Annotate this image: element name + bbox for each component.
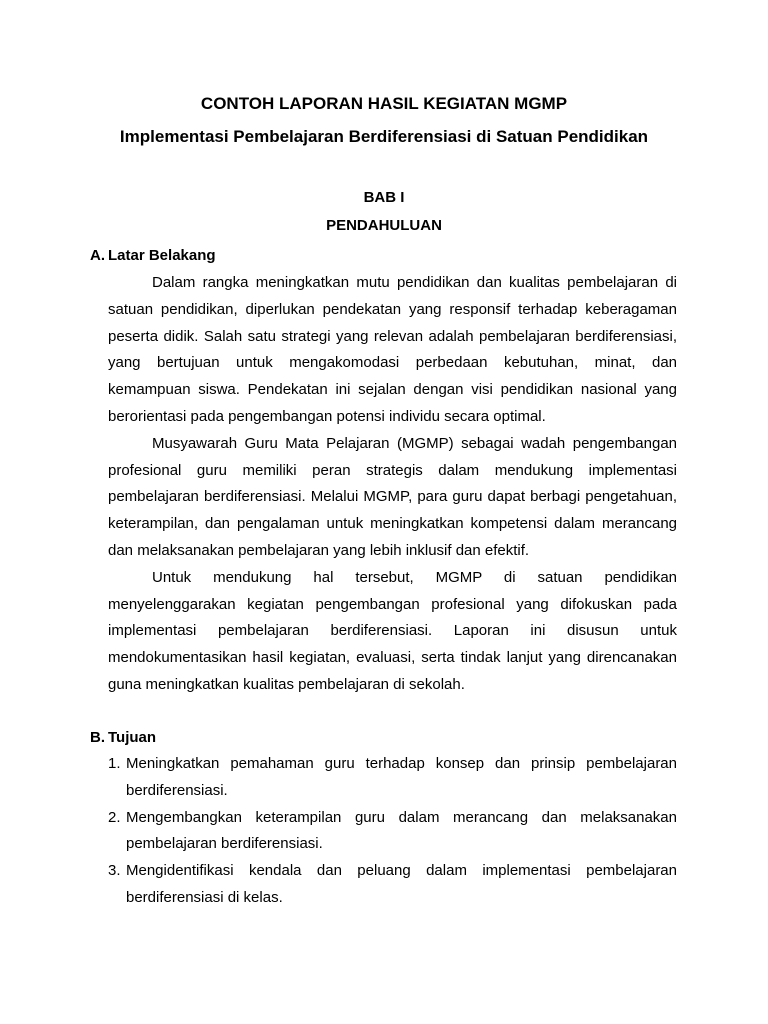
list-item-text: Mengidentifikasi kendala dan peluang dalam implementasi pembelajaran berdiferensiasi di kelas. xyxy=(126,862,677,906)
chapter-title: PENDAHULUAN xyxy=(326,217,442,234)
document-subtitle: Implementasi Pembelajaran Berdiferensiasi di Satuan Pendidikan xyxy=(119,127,649,146)
list-item-number: 1. xyxy=(108,755,121,772)
section-b-letter: B. xyxy=(90,729,105,746)
section-a-title: Latar Belakang xyxy=(108,247,216,264)
goals-list xyxy=(108,751,677,912)
paragraph: Dalam rangka meningkatkan mutu pendidikan dan kualitas pembelajaran di satuan pendidikan, diperlukan pendekatan yang responsif terhadap keberagaman peserta didik. Salah satu strategi yang relevan adalah pembelajaran berdiferensiasi, yang bertujuan untuk mengakomodasi perbedaan kebutuhan, minat, dan kemampuan siswa. Pendekatan ini sejalan dengan visi pendidikan nasional yang berorientasi pada pengembangan potensi individu secara optimal. xyxy=(108,274,677,425)
list-item xyxy=(108,858,677,912)
section-a-heading xyxy=(90,246,216,266)
chapter-number: BAB I xyxy=(363,189,405,206)
list-item-text: Mengembangkan keterampilan guru dalam merancang dan melaksanakan pembelajaran berdiferensiasi. xyxy=(126,808,677,853)
list-item xyxy=(108,751,677,805)
section-a-body xyxy=(108,270,677,699)
section-a-letter: A. xyxy=(90,247,105,264)
section-b-title: Tujuan xyxy=(108,729,157,746)
section-b-heading xyxy=(90,728,156,748)
list-item-number: 3. xyxy=(108,862,121,880)
list-item-number: 2. xyxy=(108,808,121,826)
document-title: CONTOH LAPORAN HASIL KEGIATAN MGMP xyxy=(200,94,568,113)
list-item-text: Meningkatkan pemahaman guru terhadap konsep dan prinsip pembelajaran berdiferensiasi. xyxy=(126,755,677,799)
list-item xyxy=(108,805,677,859)
paragraph: Untuk mendukung hal tersebut, MGMP di satuan pendidikan menyelenggarakan kegiatan pengembangan profesional yang difokuskan pada implementasi pembelajaran berdiferensiasi. Laporan ini disusun untuk mendokumentasikan hasil kegiatan, evaluasi, serta tindak lanjut yang direncanakan guna meningkatkan kualitas pembelajaran di sekolah. xyxy=(108,568,677,693)
paragraph: Musyawarah Guru Mata Pelajaran (MGMP) sebagai wadah pengembangan profesional guru memiliki peran strategis dalam mendukung implementasi pembelajaran berdiferensiasi. Melalui MGMP, para guru dapat berbagi pengetahuan, keterampilan, dan pengalaman untuk meningkatkan kompetensi dalam merancang dan melaksanakan pembelajaran yang lebih inklusif dan efektif. xyxy=(108,434,677,559)
